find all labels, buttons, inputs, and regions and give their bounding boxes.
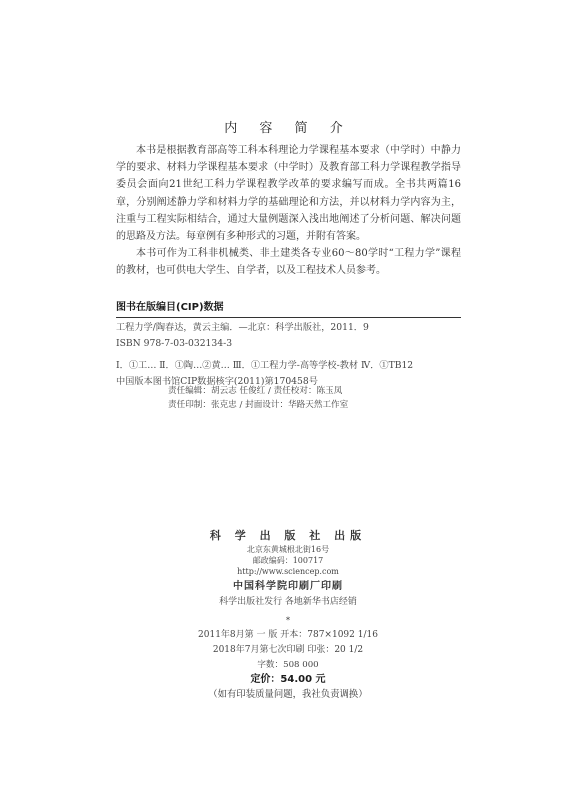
editor-credits — [168, 384, 468, 412]
separator-star: * — [286, 616, 290, 625]
cip-title-line: 工程力学/陶春达，黄云主编．—北京：科学出版社，2011．9 — [116, 322, 369, 333]
publisher-website: http://www.sciencep.com — [237, 567, 339, 576]
word-count: 字数：508 000 — [257, 660, 319, 670]
edition-line: 2011年8月第 一 版 开本：787×1092 1/16 — [198, 630, 378, 640]
cip-isbn-line: ISBN 978-7-03-032134-3 — [116, 338, 233, 349]
quality-notice: （如有印装质量问题，我社负责调换） — [208, 689, 368, 700]
distribution-line: 科学出版社发行 各地新华书店经销 — [219, 597, 357, 607]
publisher-address: 北京东黄城根北街16号 — [246, 545, 330, 554]
printing-line: 2018年7月第七次印刷 印张：20 1/2 — [212, 645, 364, 655]
cip-heading: 图书在版编目(CIP)数据 — [116, 298, 461, 318]
editor-credit-line: 责任编辑：胡云志 任俊红 / 责任校对：陈玉凤 — [168, 386, 343, 396]
publication-info — [0, 528, 576, 702]
page-title: 内 容 简 介 — [224, 121, 352, 136]
editor-credit-line: 责任印制：张克忠 / 封面设计：华路天然工作室 — [168, 400, 349, 410]
cip-subject-line: Ⅰ．①工… Ⅱ．①陶…②黄… Ⅲ．①工程力学-高等学校-教材 Ⅳ．①TB12 — [116, 360, 414, 371]
cip-data-block — [116, 320, 466, 390]
printer-name: 中国科学院印刷厂印刷 — [233, 581, 343, 592]
cip-number-line: 中国版本图书馆CIP数据核字(2011)第170458号 — [116, 376, 318, 387]
publisher-name: 科 学 出 版 社 出版 — [209, 529, 367, 542]
publisher-postcode: 邮政编码：100717 — [252, 556, 324, 565]
intro-paragraph: 本书是根据教育部高等工科本科理论力学课程基本要求（中学时）中静力学的要求、材料力学课程基本要求（中学时）及教育部工科力学课程教学指导委员会面向21世纪工科力学课程教学改革的要求编写而成。全书共两篇16章，分别阐述静力学和材料力学的基础理论和方法，并以材料力学内容为主，注重与工程实际相结合，通过大量例题深入浅出地阐述了分析问题、解决问题的思路及方法。每章例有多种形式的习题，并附有答案。 — [116, 145, 461, 243]
price-label: 定价：54.00 元 — [250, 674, 326, 685]
book-introduction — [116, 142, 461, 280]
intro-paragraph: 本书可作为工科非机械类、非土建类各专业60～80学时“工程力学”课程的教材，也可供电大学生、自学者，以及工程技术人员参考。 — [116, 248, 461, 277]
